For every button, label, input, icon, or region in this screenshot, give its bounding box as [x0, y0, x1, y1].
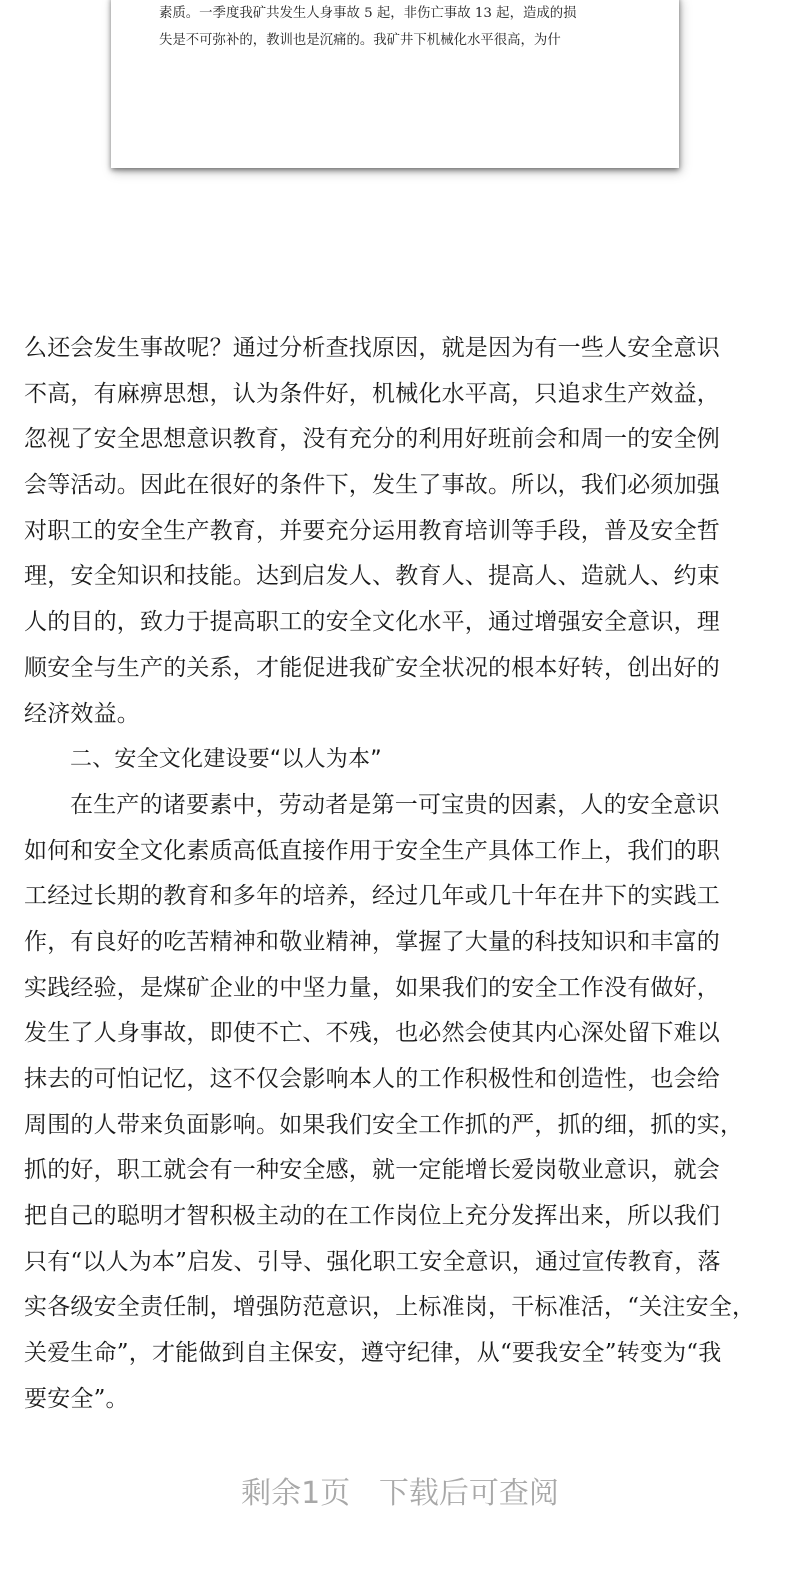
text-line: 顺安全与生产的关系，才能促进我矿安全状况的根本好转，创出好的	[24, 654, 720, 681]
text-line: 抹去的可怕记忆，这不仅会影响本人的工作积极性和创造性，也会给	[24, 1066, 720, 1092]
text-line: 只有“以人为本”启发、引导、强化职工安全意识，通过宣传教育，落	[24, 1248, 721, 1275]
download-to-view-label[interactable]: 下载后可查阅	[378, 1476, 559, 1511]
text-line: 经济效益。	[24, 700, 140, 727]
text-line: 实各级安全责任制，增强防范意识，上标准岗，干标准活，“关注安全，	[24, 1294, 756, 1321]
text-line: 关爱生命”，才能做到自主保安，遵守纪律，从“要我安全”转变为“我	[24, 1340, 722, 1367]
text-line: 如何和安全文化素质高低直接作用于安全生产具体工作上，我们的职	[24, 837, 720, 864]
text-line: 忽视了安全思想意识教育，没有充分的利用好班前会和周一的安全例	[24, 426, 720, 453]
text-line: 会等活动。因此在很好的条件下，发生了事故。所以，我们必须加强	[24, 472, 720, 499]
download-prompt[interactable]	[0, 1468, 800, 1512]
text-line: 理，安全知识和技能。达到启发人、教育人、提高人、造就人、约束	[24, 563, 720, 590]
remaining-pages-label[interactable]: 剩余1页	[241, 1476, 351, 1511]
text-line: 不高，有麻痹思想，认为条件好，机械化水平高，只追求生产效益，	[24, 380, 720, 407]
section-heading: 二、安全文化建设要“以人为本”	[70, 747, 382, 773]
text-line: 抓的好，职工就会有一种安全感，就一定能增长爱岗敬业意识，就会	[24, 1157, 720, 1184]
text-line: 要安全”。	[24, 1385, 129, 1412]
preview-page-card	[111, 0, 679, 168]
text-line: 周围的人带来负面影响。如果我们安全工作抓的严，抓的细，抓的实，	[24, 1111, 744, 1138]
text-line: 把自己的聪明才智积极主动的在工作岗位上充分发挥出来，所以我们	[24, 1203, 720, 1230]
preview-line: 素质。一季度我矿共发生人身事故 5 起，非伤亡事故 13 起，造成的损	[159, 6, 577, 21]
text-line: 作，有良好的吃苦精神和敬业精神，掌握了大量的科技知识和丰富的	[24, 928, 720, 955]
text-line: 发生了人身事故，即使不亡、不残，也必然会使其内心深处留下难以	[24, 1020, 720, 1047]
text-line: 在生产的诸要素中，劳动者是第一可宝贵的因素，人的安全意识	[70, 791, 720, 818]
text-line: 工经过长期的教育和多年的培养，经过几年或几十年在井下的实践工	[24, 883, 720, 910]
document-body	[24, 326, 794, 1423]
text-line: 人的目的，致力于提高职工的安全文化水平，通过增强安全意识，理	[24, 609, 720, 636]
text-line: 么还会发生事故呢？通过分析查找原因，就是因为有一些人安全意识	[24, 335, 720, 361]
preview-line: 失是不可弥补的，教训也是沉痛的。我矿井下机械化水平很高，为什	[159, 33, 561, 48]
text-line: 实践经验，是煤矿企业的中坚力量，如果我们的安全工作没有做好，	[24, 974, 720, 1001]
text-line: 对职工的安全生产教育，并要充分运用教育培训等手段，普及安全哲	[24, 517, 720, 544]
